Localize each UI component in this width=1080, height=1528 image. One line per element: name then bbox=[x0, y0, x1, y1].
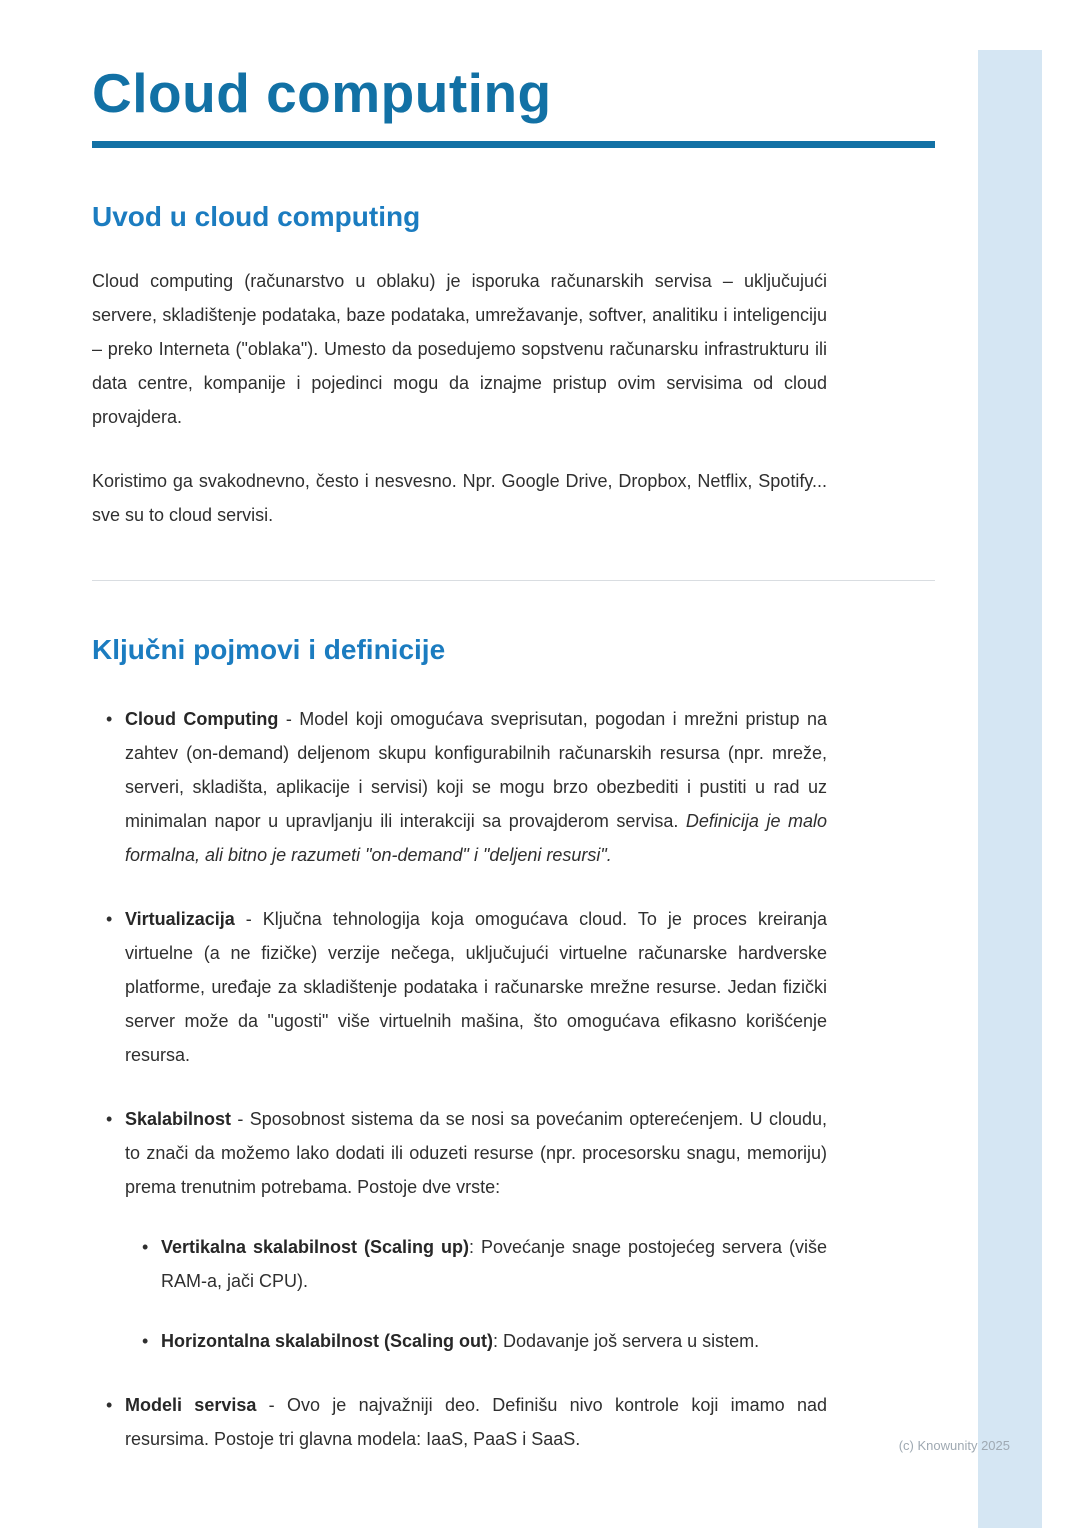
term-label: Cloud Computing bbox=[125, 709, 279, 730]
document-content bbox=[92, 0, 935, 1486]
term-note-italic: Definicija je malo formalna, ali bitno je razumeti "on-demand" i "deljeni resursi". bbox=[125, 811, 827, 866]
copyright-footer: (c) Knowunity 2025 bbox=[898, 1438, 1010, 1453]
term-body: : Povećanje snage postojećeg servera (više RAM-a, jači CPU). bbox=[161, 1237, 827, 1292]
term-body: - Model koji omogućava sveprisutan, pogodan i mrežni pristup na zahtev (on-demand) deljenom skupu konfigurabilnih računarskih resursa (npr. mreže, serveri, skladišta, aplikacije i servisi) koji se mogu brzo obezbediti i pustiti u rad uz minimalan napor u upravljanju ili interakciji sa provajderom servisa. bbox=[125, 709, 828, 832]
list-item-modeli-servisa bbox=[106, 1388, 827, 1456]
intro-text-block bbox=[92, 264, 827, 532]
term-label: Virtualizacija bbox=[125, 909, 235, 930]
section-heading-terms: Ključni pojmovi i definicije bbox=[92, 633, 446, 665]
section-divider bbox=[92, 580, 935, 581]
term-label: Horizontalna skalabilnost (Scaling out) bbox=[161, 1331, 494, 1352]
terms-list bbox=[92, 702, 827, 1456]
sub-list-item-horizontalna bbox=[142, 1324, 827, 1358]
intro-paragraph-2: Koristimo ga svakodnevno, često i nesvesno. Npr. Google Drive, Dropbox, Netflix, Spotify... sve su to cloud servisi. bbox=[92, 470, 827, 525]
section-heading-intro: Uvod u cloud computing bbox=[92, 201, 421, 233]
intro-paragraph-1: Cloud computing (računarstvo u oblaku) je isporuka računarskih servisa – uključujući servere, skladištenje podataka, baze podataka, umrežavanje, softver, analitiku i inteligenciju – preko Interneta ("oblaka"). Umesto da posedujemo sopstvenu računarsku infrastrukturu ili data centre, kompanije i pojedinci mogu da iznajme pristup ovim servisima od cloud provajdera. bbox=[92, 270, 827, 427]
term-label: Modeli servisa bbox=[125, 1395, 257, 1416]
term-body: - Ovo je najvažniji deo. Definišu nivo kontrole koji imamo nad resursima. Postoje tri glavna modela: IaaS, PaaS i SaaS. bbox=[125, 1395, 827, 1450]
skalabilnost-sub-list bbox=[125, 1230, 827, 1358]
term-body: - Sposobnost sistema da se nosi sa povećanim opterećenjem. U cloudu, to znači da možemo lako dodati ili oduzeti resurse (npr. procesorsku snagu, memoriju) prema trenutnim potrebama. Postoje dve vrste: bbox=[125, 1109, 827, 1198]
term-body: : Dodavanje još servera u sistem. bbox=[493, 1331, 760, 1352]
term-body: - Ključna tehnologija koja omogućava cloud. To je proces kreiranja virtuelne (a ne fizičke) verzije nečega, uključujući virtuelne računarske hardverske platforme, uređaje za skladištenje podataka i računarske mrežne resurse. Jedan fizički server može da "ugosti" više virtuelnih mašina, što omogućava efikasno korišćenje resursa. bbox=[125, 909, 827, 1066]
list-item-skalabilnost bbox=[106, 1102, 827, 1358]
page-edge-strip bbox=[978, 50, 1042, 1528]
sub-list-item-vertikalna bbox=[142, 1230, 827, 1298]
page-title: Cloud computing bbox=[92, 62, 552, 124]
term-label: Vertikalna skalabilnost (Scaling up) bbox=[161, 1237, 469, 1258]
title-rule bbox=[92, 141, 935, 148]
list-item-cloud-computing bbox=[106, 702, 827, 872]
list-item-virtualizacija bbox=[106, 902, 827, 1072]
term-label: Skalabilnost bbox=[125, 1109, 232, 1130]
